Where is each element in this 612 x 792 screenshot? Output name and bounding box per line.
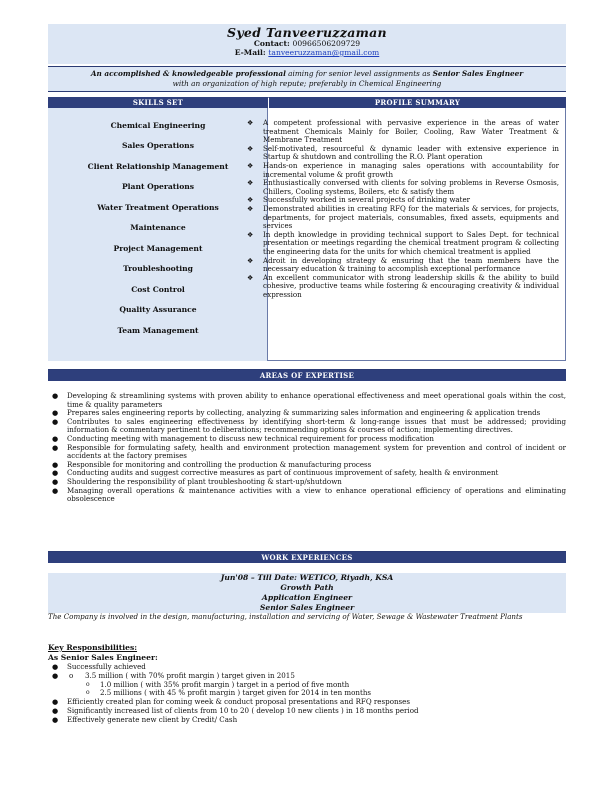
expertise-item: ● Responsible for monitoring and controlling the production & manufacturing process <box>52 459 372 469</box>
round-bullet-icon: ● <box>52 485 59 495</box>
skill-item: Plant Operations <box>121 182 195 191</box>
profile-item: ❖ Self-motivated, resourceful & dynamic leader with extensive experience in Startup & shutdown and controlling the R.O. Plant operation <box>247 143 559 162</box>
profile-item: ❖ Successfully worked in several projects of drinking water <box>247 195 471 205</box>
skill-item: Cost Control <box>131 285 185 294</box>
objective-bold-2: Senior Sales Engineer <box>432 69 524 78</box>
round-bullet-icon: ● <box>52 408 59 418</box>
growth-path-label: Growth Path <box>48 583 566 593</box>
diamond-bullet-icon: ❖ <box>247 204 254 213</box>
diamond-bullet-icon: ❖ <box>247 230 254 239</box>
expertise-item: ● Conducting audits and suggest corrective measures as part of continuous improvement of safety, health & environment <box>52 468 499 478</box>
diamond-bullet-icon: ❖ <box>247 119 254 127</box>
expertise-item: ● Shouldering the responsibility of plant troubleshooting & start-up/shutdown <box>52 476 342 486</box>
diamond-bullet-icon: ❖ <box>247 179 254 188</box>
key-responsibilities-label: Key Responsibilities: <box>48 643 138 652</box>
responsibility-sub-item: o 1.0 million ( with 35% profit margin ) target in a period of five month <box>86 679 350 689</box>
objective-line-2: with an organization of high repute; preferably in Chemical Engineering <box>172 78 442 88</box>
diamond-bullet-icon: ❖ <box>247 273 254 282</box>
job-title-line: Jun'08 – Till Date: WETICO, Riyadh, KSA <box>48 573 566 583</box>
expertise-list <box>48 392 566 504</box>
as-senior-sales-engineer-label: As Senior Sales Engineer: <box>48 653 158 662</box>
profile-item: ❖ An excellent communicator with strong leadership skills & the ability to build cohesive, productive teams while fostering & encouraging creativity & individual expression <box>247 272 559 299</box>
diamond-bullet-icon: ❖ <box>247 144 254 153</box>
profile-item: ❖ A competent professional with pervasive experience in the areas of water treatment Chemicals Mainly for Boiler, Cooling, Raw Water Treatment & Membrane Treatment <box>247 118 559 145</box>
expertise-item: ● Managing overall operations & maintenance activities with a view to enhance operational efficiency of operations and eliminating obsolescence <box>52 485 566 504</box>
expertise-item: ● Responsible for formulating safety, health and environment protection management system for prevention and control of incident or accidents at the factory premises <box>52 442 566 461</box>
round-bullet-icon: ● <box>52 714 59 724</box>
profile-item: ❖ Demonstrated abilities in creating RFQ for the materials & services, for projects, departments, for project materials, consumables, fixed assets, equipments and services <box>247 203 559 231</box>
candidate-name: Syed Tanveeruzzaman <box>227 25 387 40</box>
diamond-bullet-icon: ❖ <box>247 256 254 265</box>
email-link[interactable]: tanveeruzzaman@gmail.com <box>268 48 380 57</box>
skill-item: Troubleshooting <box>123 264 193 273</box>
round-bullet-icon: ● <box>52 476 59 486</box>
profile-item: ❖ Enthusiastically conversed with clients for solving problems in Reverse Osmosis, Chillers, Cooling systems, Boilers, etc & satisfy them <box>247 178 559 196</box>
expertise-item: ● Developing & streamlining systems with proven ability to enhance operational effectiveness and meet operational goals within the cost, time & quality parameters <box>52 391 566 409</box>
round-bullet-icon: ● <box>52 416 59 426</box>
hollow-circle-bullet-icon: o <box>86 689 90 697</box>
skill-item: Chemical Engineering <box>110 121 206 130</box>
profile-item: ❖ Adroit in developing strategy & ensuring that the team members have the necessary education & training to accomplish exceptional performance <box>247 255 559 274</box>
profile-item: ❖ Hands-on experience in managing sales operations with accountability for incremental volume & profit growth <box>247 160 559 179</box>
responsibility-sub-item: o 2.5 millions ( with 45 % profit margin ) target given for 2014 in ten months <box>86 688 372 698</box>
round-bullet-icon: ● <box>52 697 59 707</box>
hollow-circle-bullet-icon: o <box>86 680 90 688</box>
round-bullet-icon: ● <box>52 442 59 452</box>
expertise-item: ● Prepares sales engineering reports by collecting, analyzing & summarizing sales information and engineering & application trends <box>52 408 541 418</box>
skill-item: Maintenance <box>130 223 186 232</box>
skill-item: Team Management <box>117 326 199 335</box>
responsibility-item: ● Effectively generate new client by Credit/ Cash <box>52 714 238 724</box>
diamond-bullet-icon: ❖ <box>247 161 254 170</box>
email-label: E-Mail: <box>234 48 266 57</box>
profile-summary-list <box>247 119 559 299</box>
round-bullet-icon: ● <box>52 662 59 671</box>
expertise-item: ● Contributes to sales engineering effectiveness by identifying short-term & long-range issues that must be addressed; providing information & commentary pertinent to deliberations; recommending options & courses of action; implementing directives. <box>52 416 566 435</box>
contact-line <box>48 39 566 48</box>
email-line <box>48 48 566 57</box>
round-bullet-icon: ● <box>52 670 59 680</box>
round-bullet-icon: ● <box>52 705 59 715</box>
round-bullet-icon: ● <box>52 391 59 400</box>
career-objective <box>48 69 566 88</box>
responsibility-item: ● Successfully achieved <box>52 662 146 671</box>
skill-item: Project Management <box>113 244 203 253</box>
round-bullet-icon: ● <box>52 459 59 469</box>
objective-bold-1: An accomplished & knowledgeable professional <box>90 69 286 78</box>
skills-set-heading: SKILLS SET <box>48 97 268 108</box>
responsibility-item: ● Significantly increased list of clients from 10 to 20 ( develop 10 new clients ) in 18 months period <box>52 705 419 715</box>
objective-text-1: aiming for senior level assignments as <box>285 69 433 78</box>
contact-phone: 00966506209729 <box>292 39 361 48</box>
skills-column <box>48 108 268 361</box>
expertise-item: ● Conducting meeting with management to discuss new technical requirement for process modification <box>52 433 435 443</box>
company-description: The Company is involved in the design, manufacturing, installation and servicing of Water, Sewage & Wastewater Treatment Plants <box>48 612 523 621</box>
diamond-bullet-icon: ❖ <box>247 196 254 205</box>
profile-summary-heading: PROFILE SUMMARY <box>269 97 566 108</box>
responsibility-sub-item: ● o 3.5 million ( with 70% profit margin ) target given in 2015 <box>52 670 295 680</box>
round-bullet-icon: ● <box>52 433 59 443</box>
work-experiences-heading: WORK EXPERIENCES <box>48 551 566 563</box>
skill-item: Sales Operations <box>122 141 194 150</box>
responsibility-item: ● Efficiently created plan for coming week & conduct proposal presentations and RFQ responses <box>52 697 411 707</box>
skill-item: Client Relationship Management <box>87 162 229 171</box>
responsibilities-list <box>48 663 566 725</box>
role-application-engineer: Application Engineer <box>48 593 566 603</box>
contact-label: Contact: <box>253 39 290 48</box>
profile-item: ❖ In depth knowledge in providing technical support to Sales Dept. for technical presentation or meetings regarding the chemical treatment program & collecting the engineering data for the units for which chemical treatment is applied <box>247 229 559 256</box>
areas-of-expertise-heading: AREAS OF EXPERTISE <box>48 369 566 381</box>
skill-item: Quality Assurance <box>119 305 197 314</box>
role-senior-sales-engineer: Senior Sales Engineer <box>48 603 566 613</box>
round-bullet-icon: ● <box>52 468 59 478</box>
hollow-circle-bullet-icon: o <box>69 670 74 680</box>
skill-item: Water Treatment Operations <box>97 203 219 212</box>
